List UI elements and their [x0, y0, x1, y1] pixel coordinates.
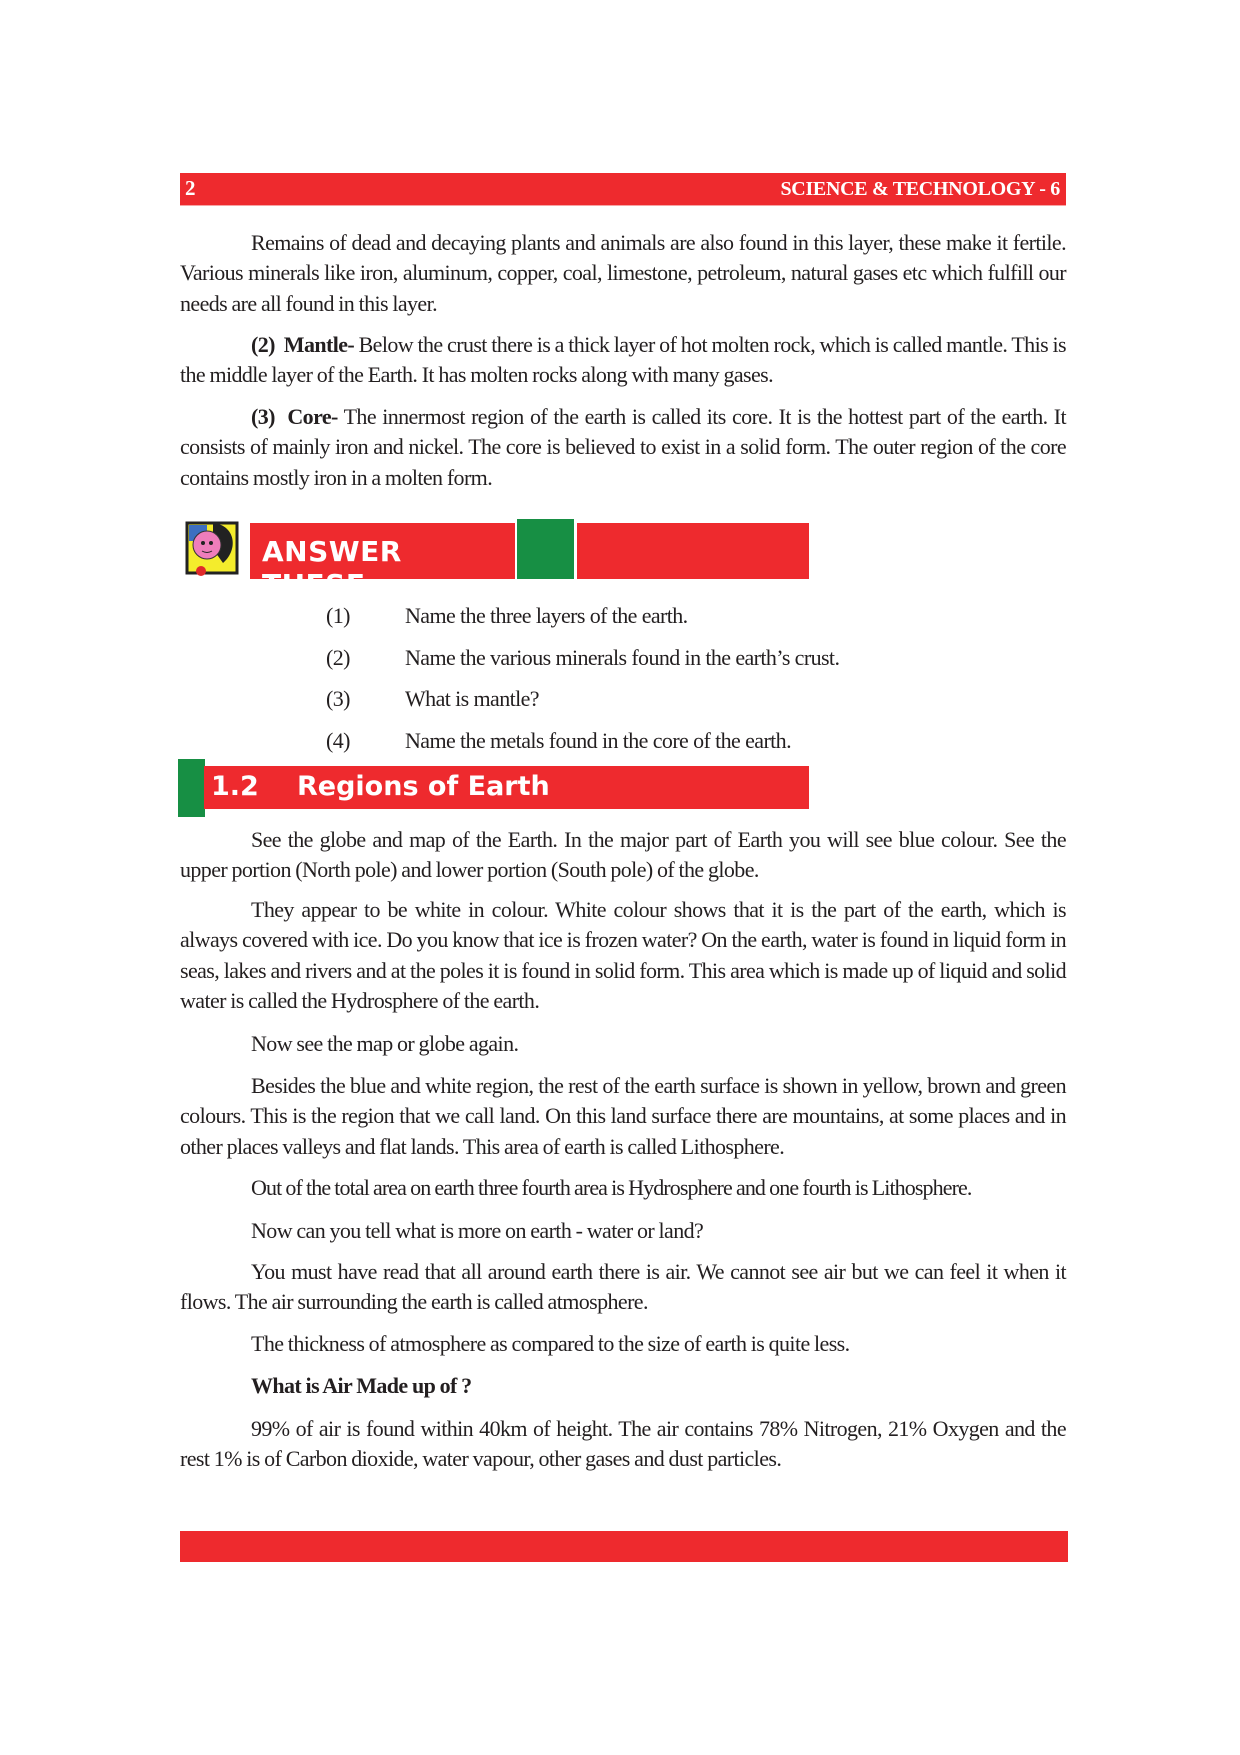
question-number: (1)	[326, 603, 350, 628]
paragraph-air: 99% of air is found within 40km of height. The air contains 78% Nitrogen, 21% Oxygen and the rest 1% is of Carbon dioxide, water vapour, other gases and dust particles.	[180, 1416, 1066, 1472]
question-text: Name the various minerals found in the earth’s crust.	[405, 645, 840, 670]
banner-red-block	[577, 523, 809, 579]
mantle-term: Mantle-	[283, 332, 355, 357]
subheading-air: What is Air Made up of ?	[251, 1373, 472, 1398]
answer-these-title: ANSWER THESE	[262, 535, 402, 601]
section-title: Regions of Earth	[297, 771, 550, 802]
question-text: Name the metals found in the core of the earth.	[405, 728, 791, 753]
question-number: (4)	[326, 728, 350, 753]
paragraph: Out of the total area on earth three fourth area is Hydrosphere and one fourth is Lithosphere.	[251, 1175, 972, 1200]
core-number: (3)	[251, 404, 275, 429]
question-text: What is mantle?	[405, 686, 539, 711]
section-heading-bar	[204, 766, 809, 809]
paragraph: They appear to be white in colour. White colour shows that it is the part of the earth, which is always covered with ice. Do you know that ice is frozen water? On the earth, water is found in liquid form in seas, lakes and rivers and at the poles it is found in solid form. This area which is made up of liquid and solid water is called the Hydrosphere of the earth.	[180, 897, 1066, 1014]
mantle-text: Below the crust there is a thick layer of hot molten rock, which is called mantle. This is the middle layer of the Earth. It has molten rocks along with many gases.	[180, 332, 1066, 388]
paragraph: The thickness of atmosphere as compared to the size of earth is quite less.	[251, 1331, 850, 1356]
answer-these-banner	[250, 523, 515, 601]
page-footer-bar	[180, 1531, 1068, 1562]
paragraph: You must have read that all around earth there is air. We cannot see air but we can feel it when it flows. The air surrounding the earth is called atmosphere.	[180, 1259, 1066, 1315]
section-green-marker	[178, 759, 205, 817]
paragraph-crust-remains: Remains of dead and decaying plants and animals are also found in this layer, these make it fertile. Various minerals like iron, aluminum, copper, coal, limestone, petroleum, natural gases etc which fulfill our needs are all found in this layer.	[180, 230, 1066, 316]
paragraph: Now can you tell what is more on earth - water or land?	[251, 1218, 704, 1243]
paragraph: See the globe and map of the Earth. In the major part of Earth you will see blue colour. See the upper portion (North pole) and lower portion (South pole) of the globe.	[180, 827, 1066, 883]
question-text: Name the three layers of the earth.	[405, 603, 688, 628]
section-number: 1.2	[211, 771, 259, 802]
core-text: The innermost region of the earth is called its core. It is the hottest part of the earth. It consists of mainly iron and nickel. The core is believed to exist in a solid form. The outer region of the core contains mostly iron in a molten form.	[180, 404, 1066, 490]
thinking-child-icon	[183, 519, 243, 579]
question-number: (2)	[326, 645, 350, 670]
mantle-number: (2)	[251, 332, 275, 357]
banner-green-block	[517, 519, 574, 579]
core-term: Core-	[287, 404, 338, 429]
paragraph: Now see the map or globe again.	[251, 1031, 519, 1056]
paragraph-mantle	[180, 330, 1066, 391]
question-number: (3)	[326, 686, 350, 711]
book-title: SCIENCE & TECHNOLOGY - 6	[780, 178, 1060, 200]
page-header-bar	[180, 173, 1066, 205]
paragraph: Besides the blue and white region, the rest of the earth surface is shown in yellow, brown and green colours. This is the region that we call land. On this land surface there are mountains, at some places and in other places valleys and flat lands. This area of earth is called Lithosphere.	[180, 1073, 1066, 1159]
page-number: 2	[185, 176, 196, 200]
paragraph-core	[180, 402, 1066, 493]
